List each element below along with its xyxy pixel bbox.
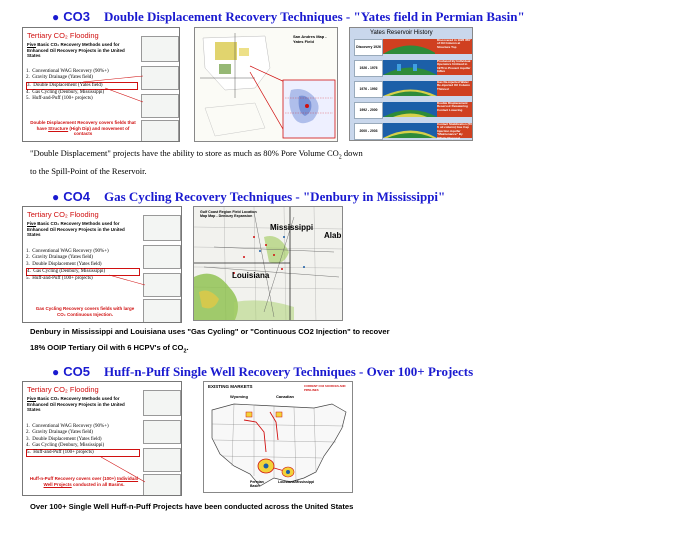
map-legend: CURRENT CO2 SOURCES AND PIPELINES — [304, 384, 346, 392]
method-item: 5. Huff-and-Puff (100+ projects) — [26, 96, 93, 102]
method-item: 1. Conventional WAG Recovery (90%+) — [26, 424, 109, 429]
slide-subtitle: Five Basic CO₂ Recovery Methods used for Enhanced Oil Recovery Projects in the United States — [27, 221, 125, 237]
slide-note: Huff-n-Puff Recovery covers over (100+) Individual Well Projects conducted in all Basins. — [29, 476, 139, 487]
connector-lines — [23, 207, 182, 323]
yates-reservoir-history — [349, 27, 473, 141]
bullet-icon: ● — [52, 10, 60, 24]
yates-field-map — [194, 27, 338, 142]
history-row: 2000 - 2003 Contact Stabilization (50 ft oil column) Gas Cap Injection Aquifer "Maintenance" By Offsite Disposal — [354, 123, 468, 138]
connector-lines — [23, 28, 180, 142]
subtitle-rest: Basic CO₂ Recovery Methods used for Enhanced Oil Recovery Projects in the United States — [27, 42, 125, 58]
label-permian-basin: Permian Basin — [250, 480, 264, 488]
caption-line: to the Spill-Point of the Reservoir. — [30, 165, 147, 176]
method-item: 3. Double Displacement (Yates field) — [26, 436, 102, 442]
section-title: Double Displacement Recovery Techniques - "Yates field in Permian Basin" — [103, 9, 525, 24]
state-label-alabama: Alab — [324, 231, 342, 240]
method-item: 5. Huff-and-Puff (100+ projects) — [26, 276, 93, 282]
slide-title: Tertiary CO₂ Flooding — [27, 210, 99, 219]
slide-title: Tertiary CO₂ Flooding — [27, 385, 99, 394]
section-heading-co4 — [52, 189, 445, 205]
section-title: Huff-n-Puff Single Well Recovery Techniques - Over 100+ Projects — [103, 364, 474, 379]
label-louisiana-mississippi: Louisiana/Mississippi — [278, 480, 315, 484]
history-row: 1926 - 1976 Produced By Individual Operators Unitized in 1976 to Prevent Aquifer Influx — [354, 60, 468, 75]
slide-note: Double Displacement Recovery covers fields that have Structure (High Dip) and movement of contacts — [30, 120, 136, 136]
caption-co4 — [30, 325, 550, 359]
tertiary-flooding-slide-co4 — [22, 206, 182, 323]
method-item: 3. Double Displacement (Yates field) — [26, 261, 102, 267]
existing-markets-us-map — [203, 381, 353, 493]
method-item: 1. Conventional WAG Recovery (90%+) — [26, 69, 109, 74]
bullet-icon: ● — [52, 365, 60, 379]
map-title: EXISTING MARKETS — [208, 384, 253, 389]
history-title: Yates Reservoir History — [370, 30, 433, 36]
subtitle-lead: Five — [27, 42, 37, 47]
gulf-coast-map-graphic — [194, 207, 343, 321]
label-wyoming: Wyoming — [230, 394, 248, 399]
caption-line: Denbury in Mississippi and Louisiana uses "Gas Cycling" or "Continuous CO2 Injection" to recover — [30, 327, 390, 336]
method-item: 2. Gravity Drainage (Yates field) — [26, 255, 93, 261]
caption-line: "Double Displacement" projects have the ability to store as much as 80% Pore Volume $CO_2$ down — [30, 148, 363, 161]
history-row: 1992 - 2000 Double Displacement Reservoir Dewatering Contact Lowering — [354, 102, 468, 117]
section-code: CO3 — [63, 9, 90, 24]
bullet-icon: ● — [52, 190, 60, 204]
caption-line: 18% OOIP Tertiary Oil with 6 HCPV's of $CO_2$. — [30, 343, 189, 355]
slide-note: Gas Cycling Recovery covers fields with large CO₂ Continuous Injection. — [35, 306, 135, 317]
caption-co3 — [30, 147, 470, 178]
method-item: 2. Gravity Drainage (Yates field) — [26, 75, 93, 81]
caption-co5: Over 100+ Single Well Huff-n-Puff Projects have been conducted across the United States — [30, 502, 354, 511]
section-heading-co3 — [52, 9, 525, 25]
tertiary-flooding-slide-co5 — [22, 381, 182, 496]
yates-map-graphic — [195, 28, 338, 142]
method-item-highlighted: 3. Double Displacement (Yates field) — [26, 82, 138, 90]
method-item: 2. Gravity Drainage (Yates field) — [26, 430, 93, 436]
connector-lines — [23, 382, 182, 496]
method-item-highlighted: 5. Huff-and-Puff (100+ projects) — [26, 449, 140, 457]
section-title: Gas Cycling Recovery Techniques - "Denbury in Mississippi" — [103, 189, 446, 204]
tertiary-flooding-slide-co3 — [22, 27, 180, 142]
state-label-mississippi: Mississippi — [270, 223, 314, 232]
slide-subtitle: Five Basic CO₂ Recovery Methods used for Enhanced Oil Recovery Projects in the United States — [27, 396, 125, 412]
slide-title: Tertiary CO₂ Flooding — [27, 31, 99, 40]
section-heading-co5 — [52, 364, 473, 380]
denbury-gulf-coast-map — [193, 206, 343, 321]
label-canadian: Canadian — [276, 394, 295, 399]
method-item: 1. Conventional WAG Recovery (90%+) — [26, 249, 109, 254]
state-label-louisiana: Louisiana — [232, 271, 270, 280]
section-code: CO5 — [63, 364, 90, 379]
method-item: 4. Gas Cycling (Denbury, Mississippi) — [26, 89, 105, 95]
method-item-highlighted: 4. Gas Cycling (Denbury, Mississippi) — [26, 268, 140, 276]
map-title: San Andres Map - Yates Field — [293, 34, 327, 44]
map-title: Gulf Coast Region Field Location Map Map - Denbury Expansion — [200, 210, 257, 219]
history-row: 1976 - 1992 Gas Re-injected Water Re-injected Oil Column Thinned — [354, 81, 468, 96]
history-row: Discovery 1926 Discovered in 1926 350' of Oil Column at Structure Top — [354, 39, 468, 54]
method-item: 4. Gas Cycling (Denbury, Mississippi) — [26, 442, 105, 448]
section-code: CO4 — [63, 189, 90, 204]
